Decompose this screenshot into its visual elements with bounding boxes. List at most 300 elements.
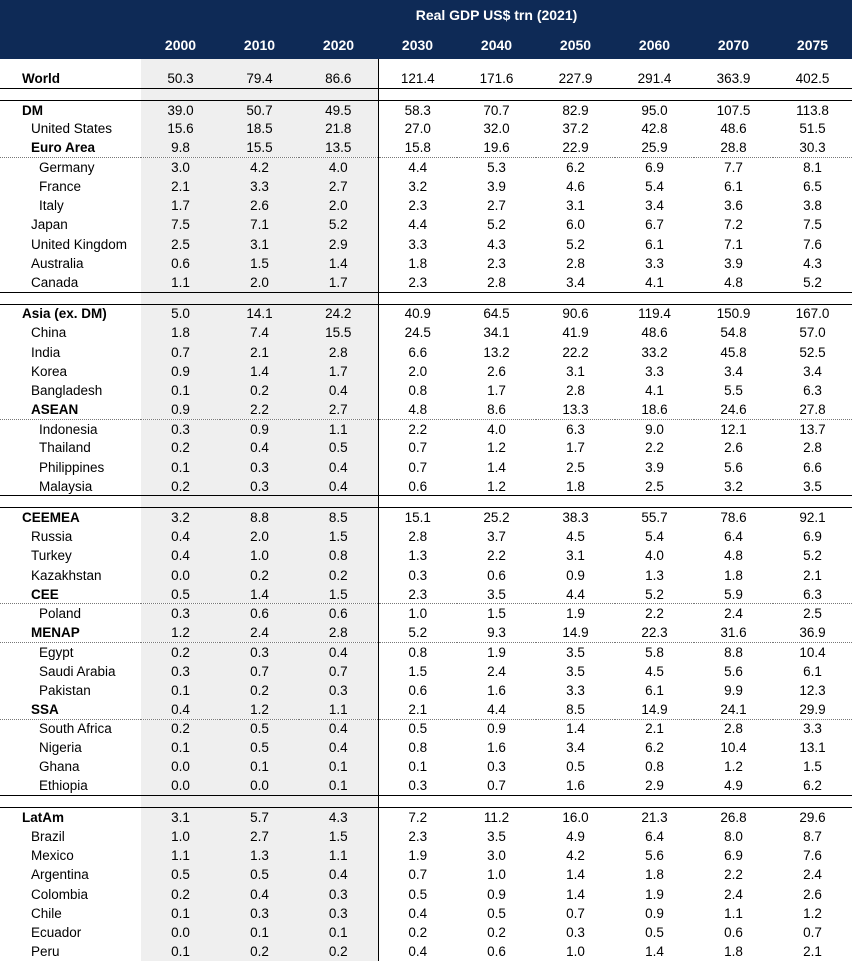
value-cell: 0.6	[487, 567, 506, 583]
value-cell: 1.9	[378, 846, 457, 865]
value-cell: 4.4	[378, 158, 457, 177]
value-cell: 1.3	[378, 546, 457, 565]
value-cell: 2.6	[724, 440, 743, 456]
value-cell: 0.0	[141, 757, 220, 776]
value-cell: 27.8	[773, 400, 852, 419]
row-label: Thailand	[39, 440, 91, 456]
value-cell: 1.6	[536, 777, 615, 796]
value-cell: 6.6	[378, 342, 457, 361]
value-cell: 2.1	[378, 700, 457, 719]
row-label: Pakistan	[39, 682, 91, 698]
year-header: 2075	[773, 30, 852, 59]
value-cell: 1.0	[566, 944, 585, 960]
table-row	[0, 342, 852, 361]
value-cell: 70.7	[457, 100, 536, 119]
value-cell: 0.1	[141, 738, 220, 757]
value-cell: 0.4	[299, 381, 378, 400]
value-cell: 8.7	[803, 829, 822, 845]
value-cell: 6.1	[645, 236, 664, 252]
table-row	[0, 885, 852, 904]
value-cell: 1.4	[487, 459, 506, 475]
value-cell: 3.4	[536, 273, 615, 292]
table-row	[0, 323, 852, 342]
table-row	[0, 642, 852, 661]
value-cell: 15.6	[141, 119, 220, 138]
value-cell: 8.6	[457, 400, 536, 419]
value-cell: 2.4	[220, 623, 299, 642]
value-cell: 1.1	[299, 846, 378, 865]
value-cell: 9.8	[141, 139, 220, 158]
value-cell: 0.6	[487, 944, 506, 960]
table-body	[0, 59, 852, 961]
value-cell: 1.9	[487, 644, 506, 660]
value-cell: 0.2	[141, 477, 220, 496]
value-cell: 1.5	[299, 585, 378, 604]
value-cell: 0.8	[299, 546, 378, 565]
header-blank-cell	[0, 0, 141, 30]
value-cell: 0.7	[378, 438, 457, 457]
table-row	[0, 527, 852, 546]
value-cell: 2.3	[378, 196, 457, 215]
value-cell: 2.6	[220, 196, 299, 215]
table-row	[0, 585, 852, 604]
value-cell: 0.2	[141, 438, 220, 457]
table-row	[0, 381, 852, 400]
value-cell: 0.7	[378, 865, 457, 884]
table-row	[0, 757, 852, 776]
value-cell: 24.2	[299, 304, 378, 323]
value-cell: 4.4	[457, 700, 536, 719]
value-cell: 3.4	[724, 363, 743, 379]
table-row	[0, 700, 852, 719]
value-cell: 29.6	[773, 808, 852, 827]
year-header: 2020	[299, 30, 378, 59]
value-cell: 3.1	[220, 235, 299, 254]
value-cell: 4.9	[694, 777, 773, 796]
value-cell: 1.0	[141, 827, 220, 846]
value-cell: 0.6	[724, 924, 743, 940]
table-row	[0, 477, 852, 496]
value-cell: 3.3	[645, 255, 664, 271]
value-cell: 4.4	[536, 585, 615, 604]
year-header: 2070	[694, 30, 773, 59]
value-cell: 1.1	[299, 700, 378, 719]
value-cell: 0.1	[220, 757, 299, 776]
value-cell: 2.9	[615, 777, 694, 796]
value-cell: 26.8	[694, 808, 773, 827]
table-row	[0, 400, 852, 419]
table-row	[0, 508, 852, 527]
value-cell: 3.1	[141, 808, 220, 827]
value-cell: 1.3	[220, 846, 299, 865]
value-cell: 3.1	[566, 548, 585, 564]
row-label: Poland	[39, 606, 82, 622]
year-header: 2060	[615, 30, 694, 59]
row-label: Russia	[31, 529, 73, 545]
row-label: South Africa	[39, 721, 112, 737]
value-cell: 0.7	[378, 458, 457, 477]
value-cell: 38.3	[536, 508, 615, 527]
value-cell: 15.8	[378, 139, 457, 158]
value-cell: 2.2	[645, 606, 664, 622]
table-row	[0, 158, 852, 177]
row-label: Euro Area	[0, 139, 141, 158]
value-cell: 2.0	[220, 273, 299, 292]
table-row	[0, 235, 852, 254]
value-cell: 7.1	[220, 215, 299, 234]
value-cell: 2.8	[378, 527, 457, 546]
table-row	[0, 196, 852, 215]
value-cell: 1.8	[724, 944, 743, 960]
table-row	[0, 904, 852, 923]
row-label: Argentina	[31, 867, 89, 883]
value-cell: 2.1	[803, 567, 822, 583]
year-header: 2050	[536, 30, 615, 59]
value-cell: 0.4	[299, 477, 378, 496]
value-cell: 0.6	[141, 254, 220, 273]
value-cell: 2.8	[566, 382, 585, 398]
value-cell: 1.5	[378, 661, 457, 680]
value-cell: 13.3	[536, 400, 615, 419]
value-cell: 4.3	[487, 236, 506, 252]
value-cell: 90.6	[536, 304, 615, 323]
value-cell: 2.9	[299, 235, 378, 254]
value-cell: 107.5	[694, 100, 773, 119]
value-cell: 2.1	[141, 177, 220, 196]
value-cell: 7.2	[724, 217, 743, 233]
value-cell: 5.2	[803, 548, 822, 564]
value-cell: 14.1	[220, 304, 299, 323]
value-cell: 0.7	[457, 777, 536, 796]
value-cell: 5.6	[724, 663, 743, 679]
value-cell: 22.3	[615, 623, 694, 642]
row-label: Ethiopia	[0, 777, 141, 796]
value-cell: 8.5	[536, 700, 615, 719]
value-cell: 92.1	[773, 508, 852, 527]
value-cell: 0.3	[487, 759, 506, 775]
value-cell: 8.8	[220, 508, 299, 527]
value-cell: 5.6	[724, 459, 743, 475]
value-cell: 0.2	[141, 642, 220, 661]
value-cell: 2.2	[487, 548, 506, 564]
value-cell: 5.4	[645, 529, 664, 545]
value-cell: 1.8	[378, 254, 457, 273]
value-cell: 6.5	[803, 179, 822, 195]
value-cell: 4.8	[378, 400, 457, 419]
value-cell: 0.5	[378, 885, 457, 904]
value-cell: 1.4	[220, 585, 299, 604]
value-cell: 6.3	[566, 421, 585, 437]
value-cell: 2.1	[220, 342, 299, 361]
value-cell: 3.5	[487, 829, 506, 845]
value-cell: 0.3	[299, 885, 378, 904]
value-cell: 2.2	[724, 867, 743, 883]
value-cell: 48.6	[641, 325, 668, 341]
value-cell: 4.0	[487, 421, 506, 437]
value-cell: 10.4	[720, 740, 747, 756]
value-cell: 6.2	[566, 160, 585, 176]
value-cell: 4.6	[566, 179, 585, 195]
row-label: Mexico	[31, 848, 74, 864]
table-row	[0, 304, 852, 323]
value-cell: 0.5	[220, 738, 299, 757]
header-label-cell	[0, 30, 141, 59]
spacer-row	[0, 88, 852, 100]
value-cell: 6.4	[645, 829, 664, 845]
value-cell: 13.5	[299, 139, 378, 158]
value-cell: 0.4	[299, 642, 378, 661]
table-row	[0, 546, 852, 565]
value-cell: 0.7	[803, 924, 822, 940]
value-cell: 50.7	[220, 100, 299, 119]
value-cell: 3.3	[566, 682, 585, 698]
value-cell: 5.2	[487, 217, 506, 233]
value-cell: 5.3	[487, 160, 506, 176]
value-cell: 6.9	[645, 160, 664, 176]
value-cell: 6.7	[645, 217, 664, 233]
value-cell: 1.2	[141, 623, 220, 642]
value-cell: 0.3	[220, 477, 299, 496]
value-cell: 58.3	[378, 100, 457, 119]
value-cell: 0.2	[487, 924, 506, 940]
value-cell: 0.3	[299, 904, 378, 923]
value-cell: 0.1	[299, 923, 378, 942]
value-cell: 18.5	[220, 119, 299, 138]
row-label: Saudi Arabia	[39, 663, 116, 679]
value-cell: 5.5	[724, 382, 743, 398]
value-cell: 0.2	[220, 381, 299, 400]
value-cell: 2.5	[141, 235, 220, 254]
value-cell: 2.5	[803, 606, 822, 622]
row-label: United States	[31, 121, 113, 137]
value-cell: 25.2	[457, 508, 536, 527]
value-cell: 7.7	[724, 160, 743, 176]
table-row	[0, 623, 852, 642]
table-row	[0, 458, 852, 477]
value-cell: 5.6	[645, 848, 664, 864]
row-label: CEE	[0, 585, 141, 604]
value-cell: 0.4	[378, 942, 457, 961]
value-cell: 3.6	[724, 198, 743, 214]
table-row	[0, 566, 852, 585]
value-cell: 0.1	[141, 458, 220, 477]
value-cell: 12.3	[799, 682, 826, 698]
value-cell: 0.9	[487, 721, 506, 737]
value-cell: 2.4	[724, 886, 743, 902]
value-cell: 1.9	[566, 606, 585, 622]
value-cell: 4.2	[220, 158, 299, 177]
value-cell: 0.0	[220, 777, 299, 796]
value-cell: 16.0	[536, 808, 615, 827]
value-cell: 0.7	[220, 661, 299, 680]
value-cell: 5.0	[141, 304, 220, 323]
spacer-row	[0, 59, 852, 69]
value-cell: 3.0	[487, 848, 506, 864]
value-cell: 1.4	[299, 254, 378, 273]
value-cell: 2.0	[299, 196, 378, 215]
value-cell: 2.2	[378, 419, 457, 438]
value-cell: 19.6	[457, 139, 536, 158]
value-cell: 1.3	[645, 567, 664, 583]
table-row	[0, 362, 852, 381]
value-cell: 9.9	[724, 682, 743, 698]
row-label: Korea	[31, 363, 68, 379]
table-row	[0, 273, 852, 292]
value-cell: 3.3	[645, 363, 664, 379]
value-cell: 0.3	[141, 604, 220, 623]
value-cell: 5.2	[773, 273, 852, 292]
row-label: DM	[0, 100, 141, 119]
value-cell: 2.3	[487, 255, 506, 271]
value-cell: 402.5	[773, 69, 852, 88]
value-cell: 3.9	[724, 255, 743, 271]
value-cell: 2.7	[299, 177, 378, 196]
value-cell: 1.2	[457, 477, 536, 496]
row-label: Colombia	[31, 886, 89, 902]
value-cell: 15.1	[378, 508, 457, 527]
value-cell: 4.1	[615, 273, 694, 292]
value-cell: 227.9	[536, 69, 615, 88]
table-row	[0, 254, 852, 273]
value-cell: 0.5	[220, 865, 299, 884]
value-cell: 0.8	[378, 642, 457, 661]
value-cell: 1.1	[141, 846, 220, 865]
value-cell: 2.0	[378, 362, 457, 381]
value-cell: 2.8	[299, 623, 378, 642]
table-row	[0, 681, 852, 700]
value-cell: 0.4	[299, 719, 378, 738]
value-cell: 0.7	[299, 661, 378, 680]
value-cell: 9.3	[457, 623, 536, 642]
value-cell: 1.7	[566, 440, 585, 456]
value-cell: 3.8	[803, 198, 822, 214]
value-cell: 0.8	[378, 738, 457, 757]
value-cell: 0.1	[141, 942, 220, 961]
value-cell: 363.9	[694, 69, 773, 88]
value-cell: 2.5	[615, 477, 694, 496]
value-cell: 1.0	[487, 867, 506, 883]
row-label: Kazakhstan	[31, 567, 102, 583]
value-cell: 33.2	[641, 344, 668, 360]
value-cell: 0.5	[566, 759, 585, 775]
value-cell: 2.7	[487, 198, 506, 214]
row-label: Peru	[31, 944, 60, 960]
value-cell: 2.7	[299, 400, 378, 419]
value-cell: 4.5	[645, 663, 664, 679]
value-cell: 78.6	[694, 508, 773, 527]
value-cell: 6.4	[724, 529, 743, 545]
value-cell: 2.8	[803, 440, 822, 456]
table-row	[0, 738, 852, 757]
value-cell: 1.2	[803, 905, 822, 921]
row-label: United Kingdom	[31, 236, 128, 252]
row-label: Australia	[31, 255, 84, 271]
row-label: MENAP	[0, 623, 141, 642]
value-cell: 0.1	[141, 904, 220, 923]
value-cell: 3.2	[141, 508, 220, 527]
value-cell: 1.2	[220, 700, 299, 719]
value-cell: 6.1	[724, 179, 743, 195]
value-cell: 1.6	[487, 682, 506, 698]
header-super-title: Real GDP US$ trn (2021)	[141, 0, 852, 30]
value-cell: 1.5	[299, 527, 378, 546]
value-cell: 2.2	[645, 440, 664, 456]
value-cell: 0.3	[220, 642, 299, 661]
table-row	[0, 419, 852, 438]
value-cell: 54.8	[720, 325, 747, 341]
value-cell: 0.5	[645, 924, 664, 940]
value-cell: 5.2	[299, 215, 378, 234]
value-cell: 1.4	[566, 867, 585, 883]
value-cell: 1.2	[724, 759, 743, 775]
value-cell: 48.6	[720, 121, 747, 137]
value-cell: 5.8	[645, 644, 664, 660]
row-label: World	[0, 69, 141, 88]
value-cell: 0.3	[378, 777, 457, 796]
value-cell: 24.6	[694, 400, 773, 419]
value-cell: 4.3	[803, 255, 822, 271]
value-cell: 31.6	[694, 623, 773, 642]
value-cell: 49.5	[299, 100, 378, 119]
value-cell: 11.2	[457, 808, 536, 827]
value-cell: 36.9	[773, 623, 852, 642]
value-cell: 171.6	[457, 69, 536, 88]
row-label: India	[31, 344, 61, 360]
value-cell: 1.9	[645, 886, 664, 902]
value-cell: 2.8	[299, 342, 378, 361]
value-cell: 7.6	[803, 848, 822, 864]
table-row	[0, 719, 852, 738]
value-cell: 29.9	[773, 700, 852, 719]
value-cell: 0.7	[566, 905, 585, 921]
value-cell: 1.7	[141, 196, 220, 215]
value-cell: 1.8	[536, 477, 615, 496]
value-cell: 40.9	[378, 304, 457, 323]
table-row	[0, 604, 852, 623]
value-cell: 2.1	[803, 944, 822, 960]
value-cell: 2.2	[220, 400, 299, 419]
value-cell: 2.4	[724, 606, 743, 622]
value-cell: 1.5	[299, 827, 378, 846]
value-cell: 0.2	[141, 885, 220, 904]
table-row	[0, 808, 852, 827]
value-cell: 6.2	[773, 777, 852, 796]
value-cell: 1.1	[724, 905, 743, 921]
table-row	[0, 139, 852, 158]
value-cell: 1.7	[299, 273, 378, 292]
value-cell: 8.0	[724, 829, 743, 845]
value-cell: 8.1	[803, 160, 822, 176]
value-cell: 57.0	[799, 325, 826, 341]
value-cell: 51.5	[799, 121, 826, 137]
value-cell: 3.2	[378, 177, 457, 196]
value-cell: 2.7	[220, 827, 299, 846]
row-label: Turkey	[31, 548, 72, 564]
table-row	[0, 923, 852, 942]
value-cell: 8.5	[299, 508, 378, 527]
value-cell: 0.8	[378, 381, 457, 400]
value-cell: 0.5	[299, 438, 378, 457]
value-cell: 1.4	[566, 721, 585, 737]
value-cell: 4.8	[724, 548, 743, 564]
value-cell: 42.8	[641, 121, 668, 137]
spacer-row	[0, 796, 852, 808]
table-header	[0, 0, 852, 59]
row-label: ASEAN	[0, 400, 141, 419]
value-cell: 0.6	[378, 477, 457, 496]
value-cell: 150.9	[694, 304, 773, 323]
value-cell: 1.5	[220, 254, 299, 273]
